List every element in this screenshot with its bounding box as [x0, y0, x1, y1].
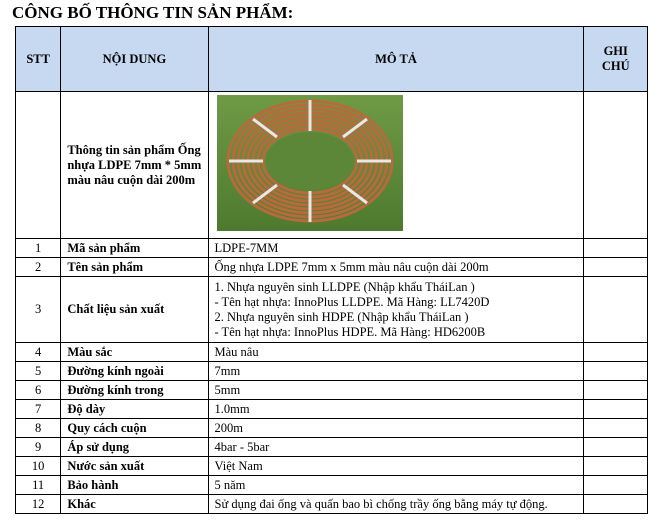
row-value: Màu nâu: [208, 343, 584, 362]
row-note: [584, 381, 648, 400]
header-noi-dung: NỘI DUNG: [61, 27, 208, 92]
row-stt: 1: [16, 239, 61, 258]
row-value: 4bar - 5bar: [208, 438, 584, 457]
row-label: Bảo hành: [61, 476, 208, 495]
row-label: Nước sản xuất: [61, 457, 208, 476]
table-header-row: [16, 27, 648, 92]
table-row: [16, 476, 648, 495]
row-stt: 8: [16, 419, 61, 438]
header-stt: STT: [16, 27, 61, 92]
row-value: Việt Nam: [208, 457, 584, 476]
row-note: [584, 277, 648, 343]
row-label: Đường kính trong: [61, 381, 208, 400]
row-value: Ống nhựa LDPE 7mm x 5mm màu nâu cuộn dài 200m: [208, 258, 584, 277]
header-mo-ta: MÔ TẢ: [208, 27, 584, 92]
table-row: [16, 277, 648, 343]
row-stt: 10: [16, 457, 61, 476]
row-label: Quy cách cuộn: [61, 419, 208, 438]
row-stt: 4: [16, 343, 61, 362]
empty-note-cell: [584, 92, 648, 239]
material-line: - Tên hạt nhựa: InnoPlus LLDPE. Mã Hàng: LL7420D: [214, 294, 490, 309]
row-stt: 11: [16, 476, 61, 495]
row-value: 5 năm: [208, 476, 584, 495]
row-stt: 2: [16, 258, 61, 277]
product-image-cell: [208, 92, 584, 239]
row-label: Độ dày: [61, 400, 208, 419]
row-label: Chất liệu sản xuất: [61, 277, 208, 343]
table-row: [16, 495, 648, 514]
tube-coil-image: [217, 95, 403, 231]
table-row: [16, 381, 648, 400]
row-stt: 9: [16, 438, 61, 457]
row-value: Sử dụng đai ống và quấn bao bì chống trầy ống bằng máy tự động.: [208, 495, 584, 514]
table-row: [16, 400, 648, 419]
row-value: 7mm: [208, 362, 584, 381]
row-note: [584, 362, 648, 381]
row-note: [584, 495, 648, 514]
header-ghi-chu: GHI CHÚ: [584, 27, 648, 92]
row-value: 200m: [208, 419, 584, 438]
table-row: [16, 419, 648, 438]
material-line: 1. Nhựa nguyên sinh LLDPE (Nhập khẩu TháiLan ): [214, 279, 475, 294]
row-label: Màu sắc: [61, 343, 208, 362]
row-note: [584, 457, 648, 476]
empty-stt-cell: [16, 92, 61, 239]
product-image-row: [16, 92, 648, 239]
table-row: [16, 343, 648, 362]
page-title: CÔNG BỐ THÔNG TIN SẢN PHẨM:: [12, 3, 294, 22]
row-label: Áp sử dụng: [61, 438, 208, 457]
row-note: [584, 343, 648, 362]
row-stt: 7: [16, 400, 61, 419]
row-stt: 12: [16, 495, 61, 514]
row-label: Đường kính ngoài: [61, 362, 208, 381]
row-note: [584, 258, 648, 277]
row-note: [584, 438, 648, 457]
row-note: [584, 476, 648, 495]
row-note: [584, 419, 648, 438]
product-info-table: [15, 26, 648, 514]
table-row: [16, 258, 648, 277]
row-note: [584, 400, 648, 419]
material-line: - Tên hạt nhựa: InnoPlus HDPE. Mã Hàng: HD6200B: [214, 324, 486, 339]
row-value: LDPE-7MM: [208, 239, 584, 258]
material-line: 2. Nhựa nguyên sinh HDPE (Nhập khẩu TháiLan ): [214, 309, 469, 324]
row-label: Khác: [61, 495, 208, 514]
table-row: [16, 438, 648, 457]
row-value: 1.0mm: [208, 400, 584, 419]
table-row: [16, 362, 648, 381]
row-value: 5mm: [208, 381, 584, 400]
row-stt: 5: [16, 362, 61, 381]
row-stt: 6: [16, 381, 61, 400]
row-note: [584, 239, 648, 258]
row-label: Tên sản phẩm: [61, 258, 208, 277]
row-stt: 3: [16, 277, 61, 343]
row-label: Mã sản phẩm: [61, 239, 208, 258]
product-info-text: Thông tin sản phẩm Ống nhựa LDPE 7mm * 5mm màu nâu cuộn dài 200m: [61, 92, 208, 239]
table-row: [16, 457, 648, 476]
row-value-material: [208, 277, 584, 343]
table-row: [16, 239, 648, 258]
